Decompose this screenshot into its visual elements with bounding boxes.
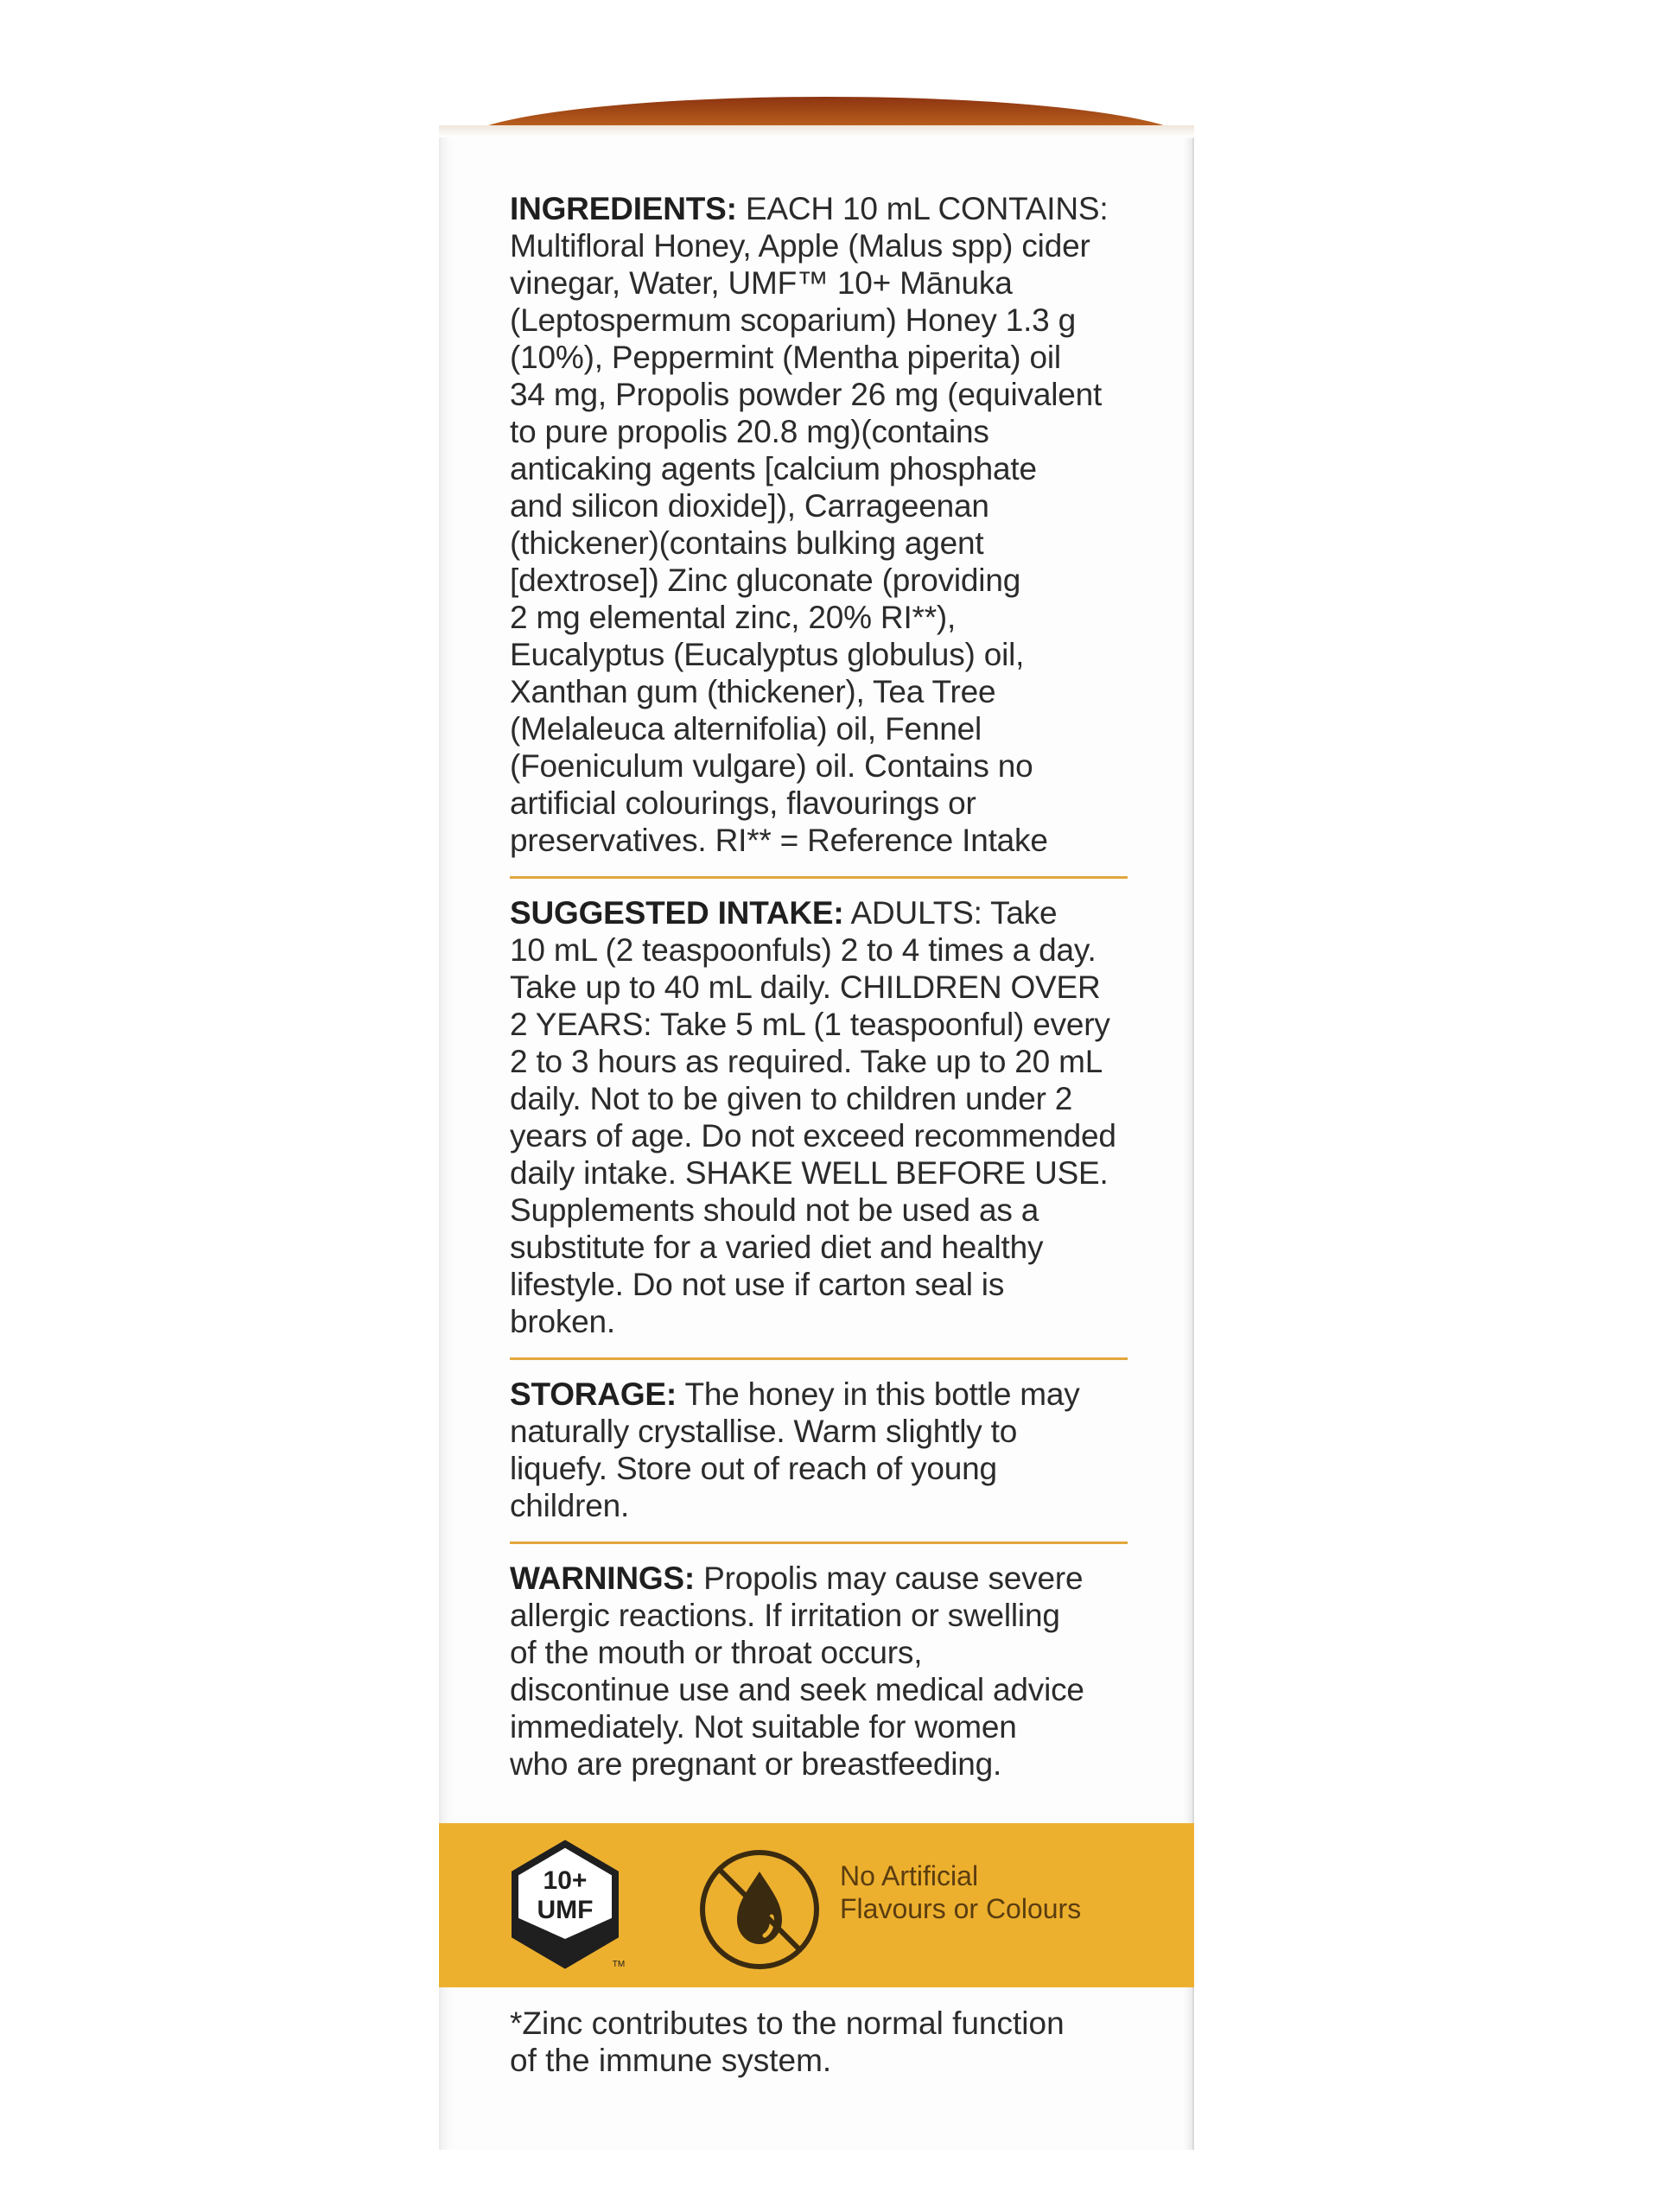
- ingredients-line: artificial colourings, flavourings or: [510, 785, 976, 821]
- ingredients-line: (Foeniculum vulgare) oil. Contains no: [510, 748, 1033, 784]
- intake-heading: SUGGESTED INTAKE:: [510, 895, 844, 931]
- no-artificial-line2: Flavours or Colours: [840, 1893, 1082, 1924]
- warnings-line: discontinue use and seek medical advice: [510, 1672, 1084, 1707]
- storage-section: [510, 1376, 1132, 1524]
- section-divider: [510, 876, 1128, 879]
- intake-line: daily intake. SHAKE WELL BEFORE USE.: [510, 1155, 1109, 1191]
- intake-line: broken.: [510, 1304, 616, 1339]
- warnings-line: of the mouth or throat occurs,: [510, 1635, 923, 1670]
- intake-line: Supplements should not be used as a: [510, 1192, 1039, 1228]
- ingredients-line: 34 mg, Propolis powder 26 mg (equivalent: [510, 377, 1103, 412]
- ingredients-line: (Melaleuca alternifolia) oil, Fennel: [510, 711, 982, 747]
- intake-line: daily. Not to be given to children under 2: [510, 1081, 1073, 1116]
- umf-badge-tm: TM: [612, 1960, 626, 1969]
- intake-line: lifestyle. Do not use if carton seal is: [510, 1267, 1005, 1302]
- intake-line: 10 mL (2 teaspoonfuls) 2 to 4 times a day.: [510, 932, 1096, 968]
- warnings-line: immediately. Not suitable for women: [510, 1709, 1017, 1745]
- ingredients-line: preservatives. RI** = Reference Intake: [510, 823, 1048, 858]
- ingredients-section: [510, 190, 1132, 859]
- ingredients-line: (Leptospermum scoparium) Honey 1.3 g: [510, 302, 1076, 338]
- ingredients-text: EACH 10 mL CONTAINS:: [745, 191, 1109, 226]
- ingredients-line: Multifloral Honey, Apple (Malus spp) cider: [510, 228, 1090, 264]
- ingredients-line: and silicon dioxide]), Carrageenan: [510, 488, 989, 524]
- carton-lid-edge: [439, 125, 1194, 137]
- ingredients-line: Xanthan gum (thickener), Tea Tree: [510, 674, 996, 709]
- suggested-intake-section: [510, 894, 1132, 1340]
- label-text-column: [510, 190, 1132, 1783]
- intake-line: substitute for a varied diet and healthy: [510, 1230, 1044, 1265]
- intake-line: [510, 894, 1132, 931]
- warnings-heading: WARNINGS:: [510, 1560, 696, 1596]
- no-artificial-text: [840, 1859, 1125, 1925]
- umf-hexagon-badge-icon: [508, 1839, 634, 1977]
- intake-line: years of age. Do not exceed recommended: [510, 1118, 1116, 1154]
- intake-line: 2 to 3 hours as required. Take up to 20 mL: [510, 1044, 1103, 1079]
- storage-heading: STORAGE:: [510, 1376, 677, 1412]
- ingredients-heading: INGREDIENTS:: [510, 191, 737, 226]
- ingredients-line: Eucalyptus (Eucalyptus globulus) oil,: [510, 637, 1025, 672]
- no-artificial-line1: No Artificial: [840, 1860, 979, 1891]
- ingredients-line: 2 mg elemental zinc, 20% RI**),: [510, 600, 957, 635]
- ingredients-line: to pure propolis 20.8 mg)(contains: [510, 414, 989, 449]
- ingredients-line: vinegar, Water, UMF™ 10+ Mānuka: [510, 265, 1013, 301]
- ingredients-line: [dextrose]) Zinc gluconate (providing: [510, 563, 1021, 598]
- section-divider: [510, 1357, 1128, 1360]
- warnings-section: [510, 1560, 1132, 1783]
- no-drop-icon: [696, 1846, 823, 1974]
- ingredients-line: anticaking agents [calcium phosphate: [510, 451, 1037, 486]
- storage-line: children.: [510, 1488, 630, 1523]
- warnings-line: [510, 1560, 1132, 1597]
- section-divider: [510, 1541, 1128, 1544]
- umf-badge-label: UMF: [537, 1896, 594, 1924]
- ingredients-line: [510, 190, 1132, 227]
- intake-text: ADULTS: Take: [850, 895, 1058, 931]
- ingredients-line: (thickener)(contains bulking agent: [510, 525, 984, 561]
- footnote-line: of the immune system.: [510, 2043, 832, 2078]
- warnings-text: Propolis may cause severe: [703, 1560, 1084, 1596]
- ingredients-line: (10%), Peppermint (Mentha piperita) oil: [510, 340, 1061, 375]
- intake-line: 2 YEARS: Take 5 mL (1 teaspoonful) every: [510, 1007, 1110, 1042]
- storage-text: The honey in this bottle may: [684, 1376, 1080, 1412]
- zinc-footnote: [510, 2005, 1132, 2079]
- warnings-line: who are pregnant or breastfeeding.: [510, 1746, 1002, 1782]
- umf-badge-number: 10+: [543, 1866, 588, 1895]
- storage-line: naturally crystallise. Warm slightly to: [510, 1414, 1018, 1449]
- warnings-line: allergic reactions. If irritation or swelling: [510, 1598, 1060, 1633]
- storage-line: [510, 1376, 1132, 1413]
- intake-line: Take up to 40 mL daily. CHILDREN OVER: [510, 969, 1101, 1005]
- storage-line: liquefy. Store out of reach of young: [510, 1451, 997, 1486]
- footnote-line: *Zinc contributes to the normal function: [510, 2005, 1065, 2041]
